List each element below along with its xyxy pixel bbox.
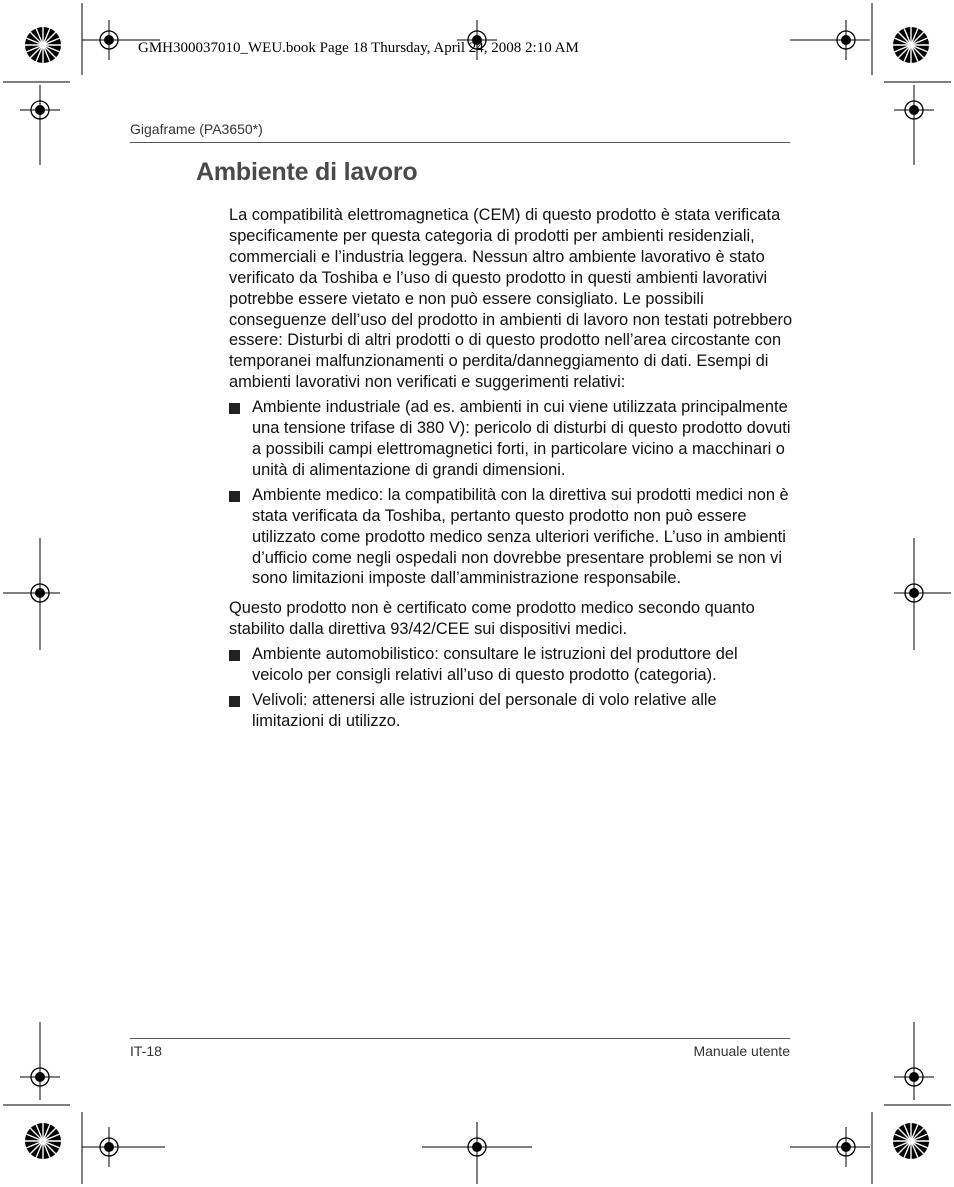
page-number: IT-18 — [130, 1043, 162, 1059]
intro-paragraph: La compatibilità elettromagnetica (CEM) di questo prodotto è stata verificata specificamente per questa categoria di prodotti per ambienti residenziali, commerciali e l’industria leggera. Nessun altro ambiente lavorativo è stato verificato da Toshiba e l’uso di questo prodotto in questi ambienti lavorativi potrebbe essere vietato e non può essere consigliato. Le possibili conseguenze dell’uso del prodotto in ambienti di lavoro non testati potrebbero essere: Disturbi di altri prodotti o di questo prodotto nell’area circostante con temporanei malfunzionamenti o perdita/danneggiamento di dati. Esempi di ambienti lavorativi non verificati e suggerimenti relativi: — [229, 206, 793, 392]
list-item — [229, 644, 793, 686]
list-item — [229, 485, 793, 590]
square-bullet-icon — [229, 650, 240, 661]
square-bullet-icon — [229, 403, 240, 414]
list-item — [229, 690, 793, 732]
section-title: Ambiente di lavoro — [196, 158, 418, 186]
list-item-text: Ambiente medico: la compatibilità con la direttiva sui prodotti medici non è stata verificata da Toshiba, pertanto questo prodotto non può essere utilizzato come prodotto medico senza ulteriori verifiche. L’uso in ambienti d’ufficio come negli ospedali non dovrebbe presentare problemi se non vi sono limitazioni imposte dall’amministrazione responsabile. — [252, 485, 789, 588]
list-item-text: Velivoli: attenersi alle istruzioni del personale di volo relative alle limitazioni di utilizzo. — [252, 690, 717, 730]
square-bullet-icon — [229, 696, 240, 707]
section-body — [229, 205, 793, 732]
list-item — [229, 397, 793, 481]
header-rule — [130, 142, 790, 143]
footer-rule — [130, 1038, 790, 1039]
bullet-list-environments — [229, 397, 793, 589]
medical-certification-paragraph: Questo prodotto non è certificato come prodotto medico secondo quanto stabilito dalla direttiva 93/42/CEE sui dispositivi medici. — [229, 599, 755, 639]
bullet-list-vehicles — [229, 644, 793, 732]
square-bullet-icon — [229, 491, 240, 502]
list-item-text: Ambiente industriale (ad es. ambienti in cui viene utilizzata principalmente una tensione trifase di 380 V): pericolo di disturbi di questo prodotto dovuti a possibili campi elettromagnetici forti, in particolare vicino a macchinari o unità di alimentazione di grandi dimensioni. — [252, 398, 791, 479]
running-header: Gigaframe (PA3650*) — [130, 121, 263, 137]
manual-name: Manuale utente — [693, 1043, 790, 1059]
print-info-line: GMH300037010_WEU.book Page 18 Thursday, April 24, 2008 2:10 AM — [138, 40, 579, 56]
list-item-text: Ambiente automobilistico: consultare le istruzioni del produttore del veicolo per consigli relativi all’uso di questo prodotto (categoria). — [252, 645, 738, 685]
